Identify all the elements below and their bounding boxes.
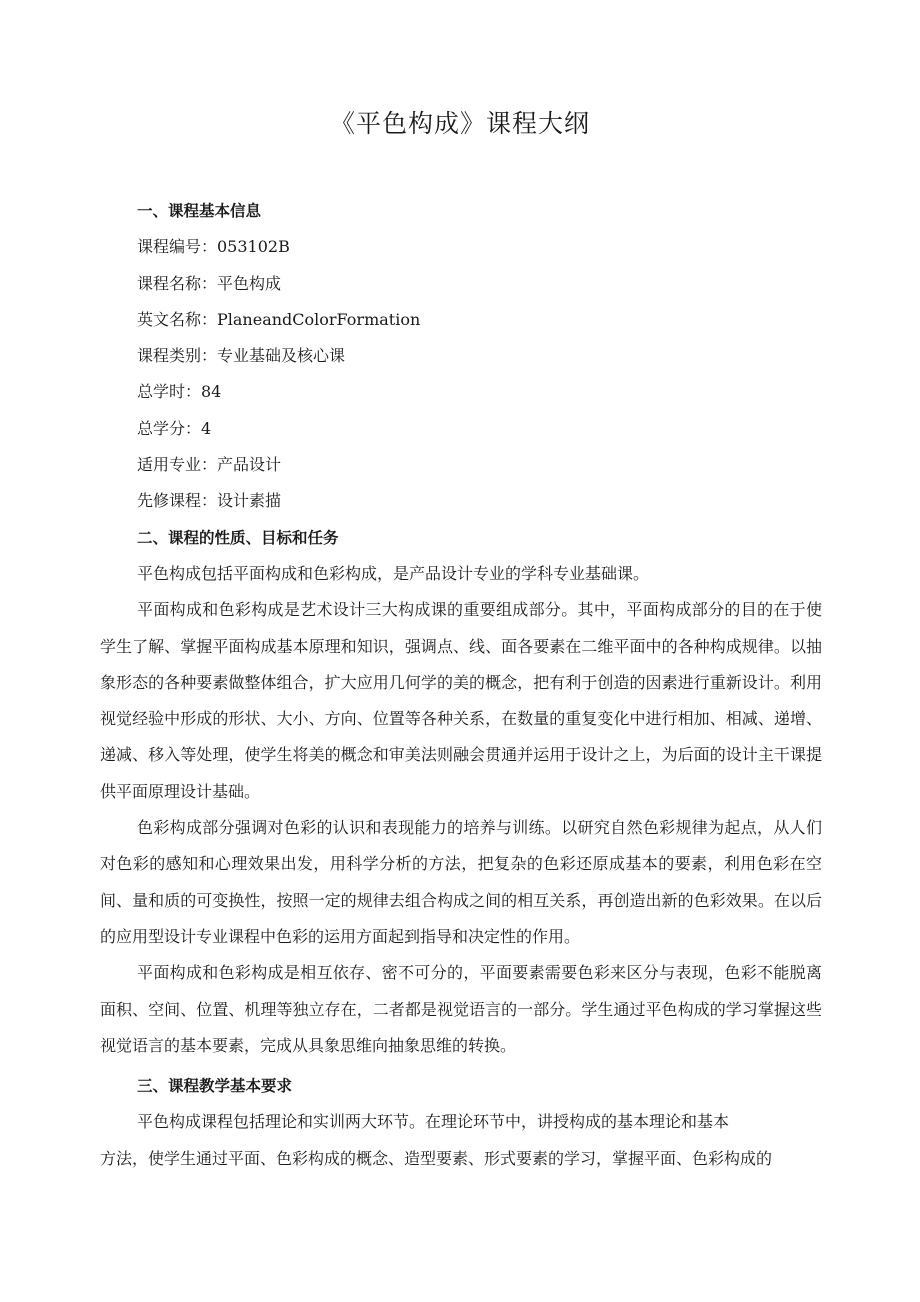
document-body bbox=[100, 193, 822, 1177]
course-category: 课程类别：专业基础及核心课 bbox=[137, 346, 346, 366]
requirements-line-2: 方法，使学生通过平面、色彩构成的概念、造型要素、形式要素的学习，掌握平面、色彩构成的 bbox=[100, 1148, 773, 1168]
course-code: 课程编号：053102B bbox=[137, 237, 290, 257]
english-name: 英文名称：PlaneandColorFormation bbox=[137, 309, 421, 329]
section-heading-basic-info: 一、课程基本信息 bbox=[137, 202, 262, 220]
requirements-line-1: 平色构成课程包括理论和实训两大环节。在理论环节中，讲授构成的基本理论和基本 bbox=[137, 1112, 730, 1132]
paragraph-interdependence: 平面构成和色彩构成是相互依存、密不可分的，平面要素需要色彩来区分与表现，色彩不能脱离面积、空间、位置、机理等独立存在，二者都是视觉语言的一部分。学生通过平色构成的学习掌握这些视觉语言的基本要素，完成从具象思维向抽象思维的转换。 bbox=[100, 963, 822, 1055]
total-credits: 总学分：4 bbox=[137, 418, 212, 438]
section-heading-teaching-requirements: 三、课程教学基本要求 bbox=[137, 1077, 293, 1096]
document-title: 《平色构成》课程大纲 bbox=[329, 109, 590, 138]
section-heading-nature-goals: 二、课程的性质、目标和任务 bbox=[137, 528, 339, 547]
paragraph-intro: 平色构成包括平面构成和色彩构成，是产品设计专业的学科专业基础课。 bbox=[137, 563, 650, 583]
prerequisite-course: 先修课程：设计素描 bbox=[137, 491, 282, 511]
paragraph-color-composition: 色彩构成部分强调对色彩的认识和表现能力的培养与训练。以研究自然色彩规律为起点，从人们对色彩的感知和心理效果出发，用科学分析的方法，把复杂的色彩还原成基本的要素，利用色彩在空间、量和质的可变换性，按照一定的规律去组合构成之间的相互关系，再创造出新的色彩效果。在以后的应用型设计专业课程中色彩的运用方面起到指导和决定性的作用。 bbox=[100, 818, 822, 946]
course-name: 课程名称：平色构成 bbox=[137, 273, 282, 293]
applicable-major: 适用专业：产品设计 bbox=[137, 455, 282, 475]
total-hours: 总学时：84 bbox=[137, 382, 222, 402]
paragraph-plane-composition: 平面构成和色彩构成是艺术设计三大构成课的重要组成部分。其中，平面构成部分的目的在于使学生了解、掌握平面构成基本原理和知识，强调点、线、面各要素在二维平面中的各种构成规律。以抽象形态的各种要素做整体组合，扩大应用几何学的美的概念，把有利于创造的因素进行重新设计。利用视觉经验中形成的形状、大小、方向、位置等各种关系，在数量的重复变化中进行相加、相减、递增、递减、移入等处理，使学生将美的概念和审美法则融会贯通并运用于设计之上，为后面的设计主干课提供平面原理设计基础。 bbox=[100, 600, 822, 801]
